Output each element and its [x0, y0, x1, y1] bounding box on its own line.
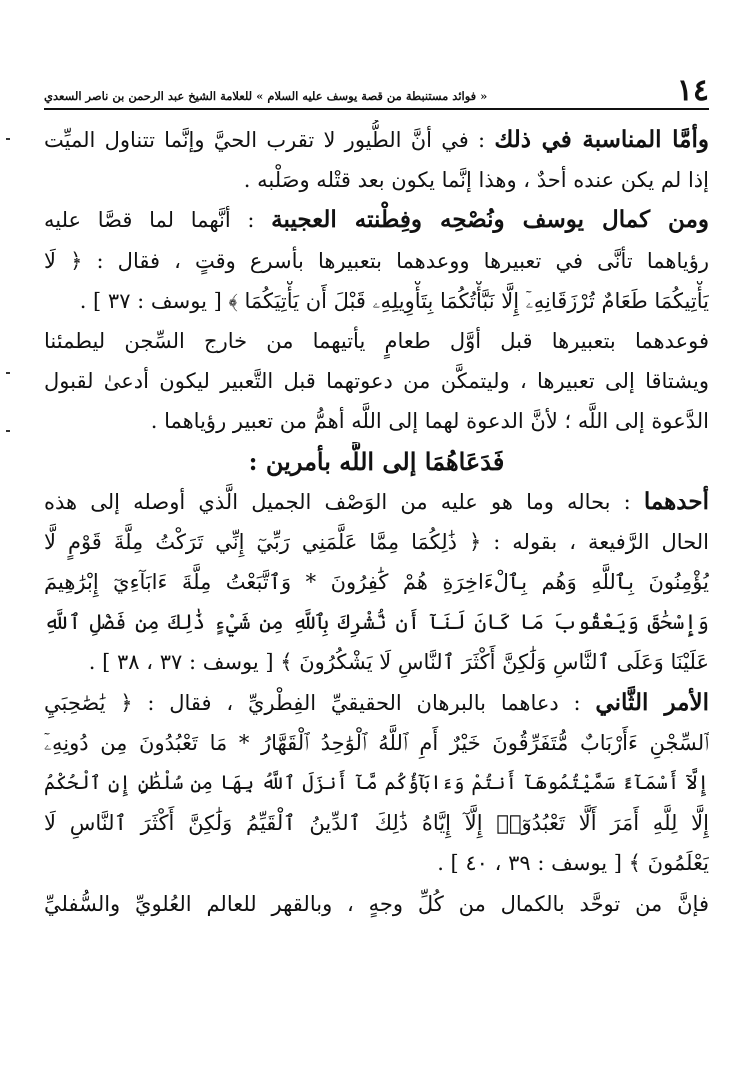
text-line	[44, 321, 709, 361]
text-line	[44, 763, 709, 803]
scan-margin-mark	[6, 430, 10, 432]
header-divider	[44, 108, 709, 110]
line-text: عَلَيْنَا وَعَلَى ٱلنَّاسِ وَلَٰكِنَّ أَكْثَرَ ٱلنَّاسِ لَا يَشْكُرُونَ ﴾ [ يوسف : ٣٧ ، ٣٨ ] .	[88, 650, 709, 675]
line-text: ويشتاقا إلى تعبيرها ، وليتمكَّن من دعوتهما قبل التَّعبير ليكون أدعىٰ لقبول	[44, 369, 709, 394]
line-text: إِلَّا لِلَّهِ أَمَرَ أَلَّا تَعْبُدُوٓا۟ إِلَّآ إِيَّاهُ ذَٰلِكَ ٱلدِّينُ ٱلْقَيِّمُ وَلَٰكِنَّ أَكْثَرَ ٱلنَّاسِ لَا	[44, 811, 709, 836]
text-line	[44, 241, 709, 281]
line-text: رؤياهما تأنَّى في تعبيرها ووعدهما بتعبيرها بأسرع وقتٍ ، فقال : ﴿ لَا	[44, 248, 709, 273]
running-title: « فوائد مستنبطة من قصة يوسف عليه السلام » للعلامة الشيخ عبد الرحمن بن ناصر السعدي	[44, 88, 488, 103]
text-line	[44, 803, 709, 843]
bold-lead: وأمَّا المناسبة في ذلك	[494, 126, 709, 153]
text-line	[44, 522, 709, 562]
line-text: فإنَّ من توحَّد بالكمال من كُلِّ وجهٍ ، وبالقهر للعالم العُلويِّ والسُّفليِّ	[44, 891, 709, 916]
line-text: ٱلسِّجْنِ ءَأَرْبَابٌ مُّتَفَرِّقُونَ خَيْرٌ أَمِ ٱللَّهُ ٱلْوَٰحِدُ ٱلْقَهَّارُ * مَا تَعْبُدُونَ مِن دُونِهِۦٓ	[44, 730, 709, 755]
text-line	[44, 884, 709, 924]
scan-margin-mark	[6, 138, 10, 140]
line-text: : في أنَّ الطُّيور لا تقرب الحيَّ وإنَّما تتناول الميِّت	[44, 128, 495, 152]
line-text: وَإِسْحَٰقَ وَيَعْقُوبَ مَا كَانَ لَنَآ أَن نُّشْرِكَ بِٱللَّهِ مِن شَيْءٍ ذَٰلِكَ مِن فَضْلِ ٱللَّهِ	[44, 610, 709, 635]
line-text: إِلَّآ أَسْمَآءً سَمَّيْتُمُوهَآ أَنتُمْ وَءَابَآؤُكُم مَّآ أَنزَلَ ٱللَّهُ بِهَا مِن سُلْطَٰنٍ إِنِ ٱلْحُكْمُ	[44, 771, 709, 794]
text-line	[44, 160, 709, 200]
scan-margin-mark	[6, 372, 10, 374]
page-number: ١٤	[676, 73, 709, 108]
text-line	[44, 361, 709, 401]
bold-lead: الأمر الثَّاني	[595, 688, 709, 716]
text-line	[44, 200, 709, 240]
text-line	[44, 843, 709, 883]
line-text: إذا لم يكن عنده أحدٌ ، وهذا إنَّما يكون بعد قتْله وصَلْبه .	[243, 168, 709, 193]
line-text: : دعاهما بالبرهان الحقيقيِّ الفِطْريِّ ، فقال : ﴿ يَٰصَٰحِبَيِ	[44, 690, 596, 715]
text-line	[44, 602, 709, 642]
text-line	[44, 120, 709, 160]
line-text: يُؤْمِنُونَ بِٱللَّهِ وَهُم بِٱلْءَاخِرَةِ هُمْ كَٰفِرُونَ * وَٱتَّبَعْتُ مِلَّةَ ءَابَآءِيٓ إِبْرَٰهِيمَ	[44, 570, 709, 595]
heading-text: فَدَعَاهُمَا إلى اللَّه بأمرين :	[248, 446, 505, 476]
text-line	[44, 683, 709, 723]
page-header	[44, 70, 709, 106]
line-text: فوعدهما بتعبيرها قبل أوَّل طعامٍ يأتيهما من خارج السِّجن ليطمئنا	[44, 328, 709, 353]
text-line	[44, 401, 709, 441]
body-text	[44, 120, 709, 1070]
line-text: الدَّعوة إلى اللَّه ؛ لأنَّ الدعوة لهما إلى اللَّه أهمُّ من تعبير رؤياهما .	[150, 409, 709, 434]
line-text: الحال الرَّفيعة ، بقوله : ﴿ ذَٰلِكُمَا مِمَّا عَلَّمَنِي رَبِّيٓ إِنِّي تَرَكْتُ مِلَّةَ قَوْمٍ لَّا	[44, 529, 709, 554]
text-line	[44, 482, 709, 522]
text-line	[44, 562, 709, 602]
bold-lead: ومن كمال يوسف ونُصْحِه وفِطْنته العجيبة	[271, 206, 709, 234]
text-line	[44, 281, 709, 321]
section-heading	[44, 442, 709, 482]
line-text: : بحاله وما هو عليه من الوَصْف الجميل الَّذي أوصله إلى هذه	[44, 489, 644, 514]
text-line	[44, 642, 709, 682]
line-text: : أنَّهما لما قصَّا عليه	[44, 208, 272, 233]
line-text: يَأْتِيكُمَا طَعَامٌ تُرْزَقَانِهِۦٓ إِلَّا نَبَّأْتُكُمَا بِتَأْوِيلِهِۦ قَبْلَ أَن يَأْتِيَكُمَا ﴾ [ يوسف : ٣٧ ] .	[79, 288, 709, 313]
line-text: يَعْلَمُونَ ﴾ [ يوسف : ٣٩ ، ٤٠ ] .	[437, 851, 709, 876]
bold-lead: أحدهما	[643, 487, 709, 515]
text-line	[44, 723, 709, 763]
